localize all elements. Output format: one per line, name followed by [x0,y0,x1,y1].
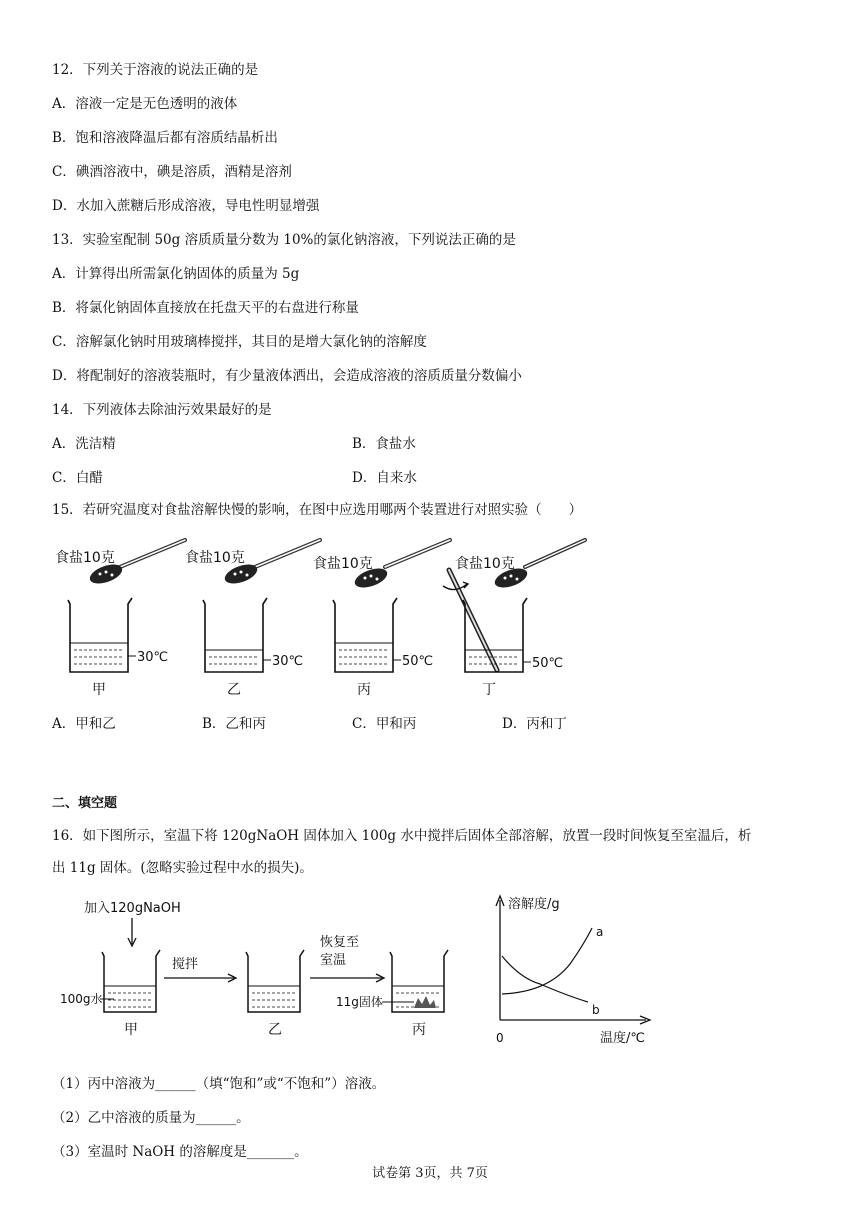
beaker-yi [185,540,320,698]
right-arrow-icon [310,974,384,982]
q13-option-a: A．计算得出所需氯化钠固体的质量为 5g [52,266,300,282]
salt-label-ding: 食盐10克 [455,556,515,572]
beaker-ding [443,540,585,698]
salt-label-jia: 食盐10克 [55,550,115,566]
curve-b [502,956,588,1002]
salt-label-yi: 食盐10克 [185,550,245,566]
beaker-name-jia-16: 甲 [124,1022,138,1038]
q16-sub-3: （3）室温时 NaOH 的溶解度是_______。 [52,1144,308,1160]
q12-option-a: A．溶液一定是无色透明的液体 [52,96,238,112]
q15-stem: 15．若研究温度对食盐溶解快慢的影响，在图中应选用哪两个装置进行对照实验（ ） [52,502,583,518]
y-axis [496,896,504,1020]
temp-label-ding: 50℃ [532,656,564,671]
q14-stem: 14．下列液体去除油污效果最好的是 [52,402,272,418]
beaker-bing [313,540,450,698]
q16-sub-2: （2）乙中溶液的质量为______。 [52,1110,250,1126]
beaker-name-jia: 甲 [92,682,106,698]
q12-option-d: D．水加入蔗糖后形成溶液，导电性明显增强 [52,198,320,214]
beaker-name-yi-16: 乙 [268,1022,282,1038]
curve-a-label: a [596,925,604,939]
q12-stem: 12．下列关于溶液的说法正确的是 [52,62,259,78]
salt-label-bing: 食盐10克 [313,556,373,572]
q14-option-c: C．白醋 [52,470,103,486]
right-arrow-icon [164,974,236,982]
beaker-name-ding: 丁 [482,682,496,698]
down-arrow-icon [128,918,136,946]
restore-label-2: 室温 [320,953,347,968]
glass-rod-icon [443,570,497,670]
beaker-name-yi: 乙 [227,682,241,698]
q15-option-c: C．甲和丙 [352,716,417,732]
q14-option-d: D．自来水 [352,470,417,486]
q13-option-c: C．溶解氯化钠时用玻璃棒搅拌，其目的是增大氯化钠的溶解度 [52,334,427,350]
solid-label: 11g固体 [336,995,383,1009]
page-footer: 试卷第 3页，共 7页 [372,1166,488,1181]
section-title: 二、填空题 [52,796,118,811]
q14-option-b: B．食盐水 [352,436,416,452]
q16-stem-line2: 出 11g 固体。(忽略实验过程中水的损失)。 [52,860,313,876]
beaker-name-bing-16: 丙 [412,1022,426,1038]
x-axis [500,1016,650,1024]
solid-crystals-icon [414,996,436,1008]
q16-process-figure [52,892,472,1042]
q16-stem-line1: 16．如下图所示，室温下将 120gNaOH 固体加入 100g 水中搅拌后固体全部溶解，放置一段时间恢复至室温后，析 [52,828,752,844]
temp-label-jia: 30℃ [137,650,169,665]
q15-beaker-figure [40,532,600,702]
curve-a [502,928,592,994]
q12-option-b: B．饱和溶液降温后都有溶质结晶析出 [52,130,278,146]
y-axis-label: 溶解度/g [508,897,560,912]
q13-stem: 13．实验室配制 50g 溶质质量分数为 10%的氯化钠溶液，下列说法正确的是 [52,232,516,248]
q16-sub-1: （1）丙中溶液为______（填“饱和”或“不饱和”）溶液。 [52,1076,386,1092]
beaker-jia [55,540,185,698]
q15-option-b: B．乙和丙 [202,716,266,732]
curve-b-label: b [592,1003,600,1017]
q13-option-b: B．将氯化钠固体直接放在托盘天平的右盘进行称量 [52,300,359,316]
water-label: 100g水 [60,992,103,1006]
restore-label-1: 恢复至 [320,935,360,950]
x-axis-label: 温度/℃ [600,1031,645,1046]
temp-label-bing: 50℃ [402,654,434,669]
solubility-graph [488,892,658,1052]
add-naoh-label: 加入120gNaOH [84,901,181,916]
origin-label: 0 [496,1031,504,1045]
beaker-name-bing: 丙 [357,682,371,698]
q15-option-d: D．丙和丁 [502,716,567,732]
q15-option-a: A．甲和乙 [52,716,116,732]
stir-label: 搅拌 [172,957,199,972]
q12-option-c: C．碘酒溶液中，碘是溶质，酒精是溶剂 [52,164,292,180]
temp-label-yi: 30℃ [272,654,304,669]
q14-option-a: A．洗洁精 [52,436,116,452]
q13-option-d: D．将配制好的溶液装瓶时，有少量液体洒出，会造成溶液的溶质质量分数偏小 [52,368,522,384]
